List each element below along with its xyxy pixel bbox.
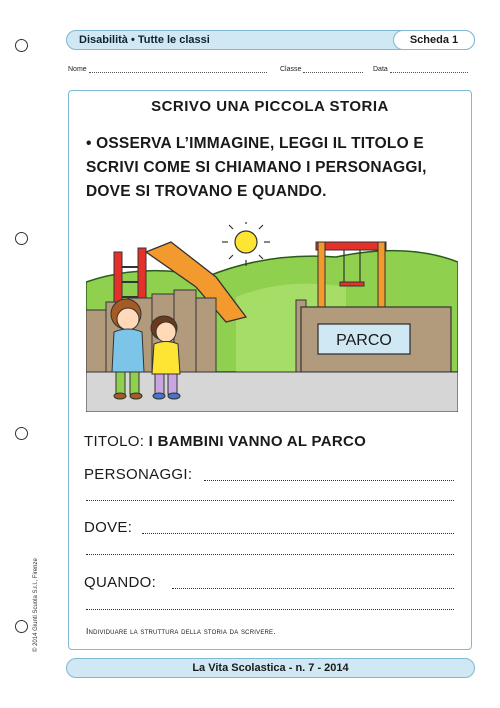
class-label: Classe [280,66,302,73]
name-label: Nome [68,66,87,73]
story-title-line [84,433,366,450]
park-illustration [86,222,458,412]
sidewalk [86,372,458,412]
instruction-text: • OSSERVA L’IMMAGINE, LEGGI IL TITOLO E SCRIVI COME SI CHIAMANO I PERSONAGGI, DOVE SI TROVANO E QUANDO. [86,135,427,200]
characters-answer-line-2[interactable] [86,500,454,501]
binder-hole-3 [15,427,28,440]
class-field[interactable] [280,66,363,73]
header-bar [66,30,475,50]
when-answer-line-2[interactable] [86,609,454,610]
worksheet-title: SCRIVO UNA PICCOLA STORIA [151,98,389,115]
sheet-tab: Scheda 1 [393,30,475,50]
park-sign [318,324,410,354]
copyright-text: © 2014 Giunti Scuola S.r.l., Firenze [33,558,39,652]
characters-label: PERSONAGGI: [84,466,193,483]
where-answer-line-2[interactable] [86,554,454,555]
binder-hole-2 [15,232,28,245]
header-category: Disabilità • Tutte le classi [79,34,210,46]
title-value: I BAMBINI VANNO AL PARCO [148,433,367,450]
when-answer-line-1[interactable] [172,588,454,589]
when-label: QUANDO: [84,574,157,591]
park-sign-text: PARCO [336,332,392,349]
where-label: DOVE: [84,519,133,536]
date-field[interactable] [373,66,468,73]
title-prefix: TITOLO: [84,433,145,450]
footer-bar [66,658,475,678]
date-label: Data [373,66,388,73]
characters-answer-line-1[interactable] [204,480,454,481]
binder-hole-1 [15,39,28,52]
where-answer-line-1[interactable] [142,533,454,534]
teacher-note: Individuare la struttura della storia da scrivere. [86,626,276,636]
magazine-info: La Vita Scolastica - n. 7 - 2014 [192,662,349,674]
name-field[interactable] [68,66,267,73]
binder-hole-4 [15,620,28,633]
